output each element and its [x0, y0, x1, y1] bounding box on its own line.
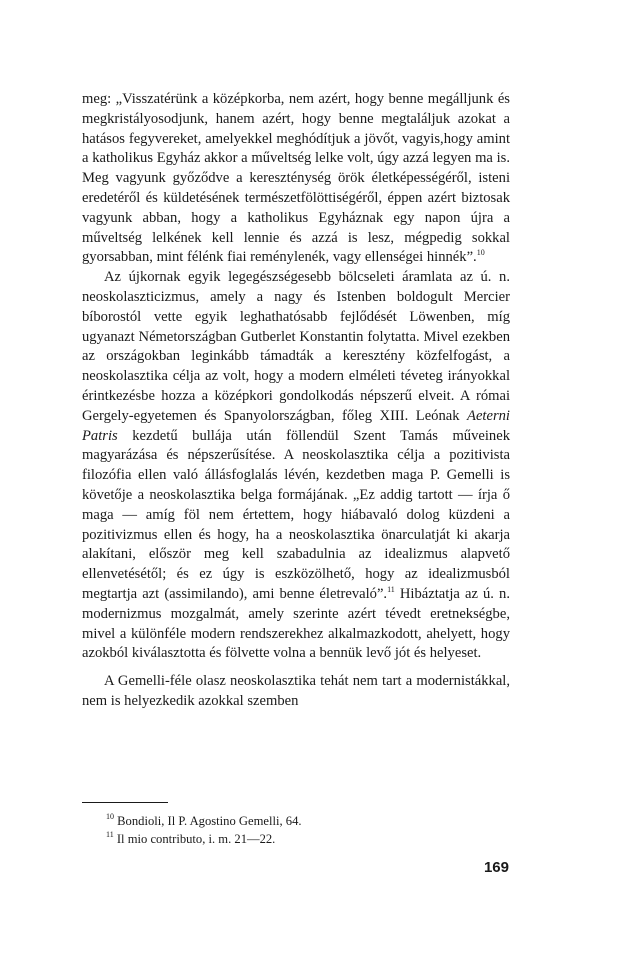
footnote-text: Bondioli, Il P. Agostino Gemelli, 64. — [117, 814, 302, 828]
footnotes — [106, 812, 506, 848]
text-run: Az újkornak egyik legegészségesebb bölcseleti áramlata az ú. n. neoskolaszticizmus, amely a nagy és Istenben boldogult Mercier bíborostól vette egyik leghathatósabb fejlődését Löwenben, míg ugyanazt Németországban Gutberlet Konstantin folytatta. Mivel ezekben az országokban leginkább támadták a keresztény közfelfogást, a neoskolasztika célja az volt, hogy a modern elméleti téveteg irányokkal érintkezésbe hozza a középkori gondolkodás népszerű elveit. A római Gergely-egyetemen és Spanyolországban, főleg XIII. Leónak — [82, 269, 510, 424]
footnote-10 — [106, 812, 506, 830]
text-run: meg: „Visszatérünk a középkorba, nem azért, hogy benne megálljunk és megkristályosodjunk, hanem azért, hogy benne megtaláljuk azokat a hatásos fegyvereket, amelyekkel meghódítjuk a jövőt, vagyis,hogy amint a katholikus Egyház akkor a műveltség lelke volt, úgy azzá legyen ma is. Meg vagyunk győződve a kereszténység örök életképességéről, isteni eredetéről és küldetésének természetfölöttiségéről, éppen azért biztosak vagyunk abban, hogy a katholikus Egyháznak egy napon újra a műveltség lelkének kell lennie és azzá is lesz, mégpedig sokkal gyorsabban, mint félénk fiai reménylenék, vagy ellenségei hinnék”. — [82, 91, 510, 266]
page-number: 169 — [483, 859, 509, 876]
paragraph — [82, 268, 510, 664]
text-run: A Gemelli-féle olasz neoskolasztika tehát nem tart a modernistákkal, nem is helyezkedik azokkal szemben — [82, 673, 510, 709]
paragraph — [82, 672, 510, 712]
footnote-text: Il mio contributo, i. m. 21—22. — [116, 832, 276, 846]
paragraph — [82, 90, 510, 268]
body-text — [82, 90, 510, 712]
footnote-number: 10 — [106, 812, 114, 821]
footnote-number: 11 — [106, 830, 114, 839]
footnote-11 — [106, 830, 506, 848]
italic-title: Aeterni Patris — [82, 407, 510, 444]
footnote-separator — [82, 802, 168, 803]
text-run: kezdetű bullája után föllendül Szent Tamás műveinek magyarázása és népszerűsítése. A neoskolasztika célja a pozitivista filozófia ellen való állásfoglalás lévén, kezdetben maga P. Gemelli is követője a neoskolasztika belga formájának. „Ez addig tartott — írja ő maga — amíg föl nem értettem, hogy hiábavaló dolog küzdeni a pozitivizmus ellen és hogy, ha a neoskolasztika önarculatját ki akarja alakítani, először meg kell szabadulnia az idealizmus alapvető ellenvetésétől; és ez úgy is eszközölhető, hogy az idealizmusból megtartja azt (assimilando), ami benne életrevaló”. — [82, 427, 510, 602]
text-run: Hibáztatja az ú. n. modernizmus mozgalmát, amely szerinte azért tévedt eretnekségbe, mivel a különféle modern rendszerekhez alkalmazkodott, ahelyett, hogy azokból kiválasztotta és fölvette volna a bennük levő jót és helyeset. — [82, 585, 511, 662]
footnote-ref: 10 — [476, 248, 485, 258]
footnote-ref: 11 — [387, 584, 395, 594]
